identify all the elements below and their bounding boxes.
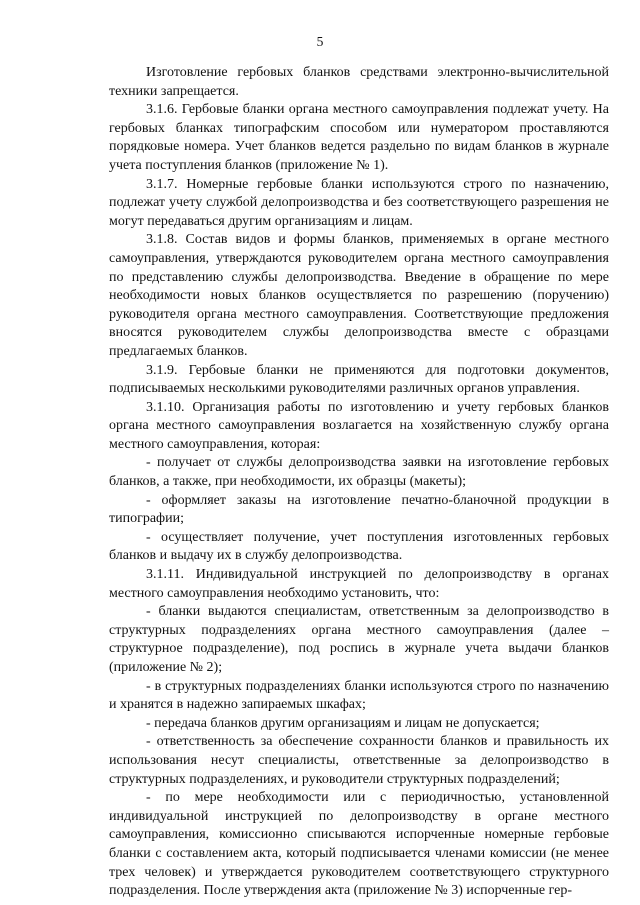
paragraph: 3.1.6. Гербовые бланки органа местного самоуправления подлежат учету. На гербовых бланках типографским способом или нумератором проставляются порядковые номера. Учет бланков ведется раздельно по видам бланков в журнале учета поступления бланков (приложение № 1). — [109, 102, 609, 173]
list-item: - в структурных подразделениях бланки используются строго по назначению и хранятся в надежно запираемых шкафах; — [109, 678, 609, 713]
document-body — [109, 64, 609, 901]
paragraph: Изготовление гербовых бланков средствами электронно-вычислительной техники запрещается. — [109, 65, 609, 99]
list-item: - получает от службы делопроизводства заявки на изготовление гербовых бланков, а также, при необходимости, их образцы (макеты); — [109, 455, 609, 490]
list-item: - ответственность за обеспечение сохранности бланков и правильность их использования несут специалисты, ответственные за делопроизводство в структурных подразделениях, и руководители структурных подразделений; — [109, 734, 609, 787]
paragraph: 3.1.11. Индивидуальной инструкцией по делопроизводству в органах местного самоуправления необходимо установить, что: — [109, 567, 609, 601]
paragraph: 3.1.9. Гербовые бланки не применяются для подготовки документов, подписываемых несколькими руководителями различных органов управления. — [109, 362, 609, 397]
paragraph: 3.1.8. Состав видов и формы бланков, применяемых в органе местного самоуправления, утверждаются руководителем органа местного самоуправления по представлению службы делопроизводства. Введение в обращение по мере необходимости новых бланков осуществляется по разрешению (поручению) руководителя органа местного самоуправления. Соответствующие предложения вносятся руководителем службы делопроизводства вместе с образцами предлагаемых бланков. — [109, 232, 609, 359]
paragraph: 3.1.10. Организация работы по изготовлению и учету гербовых бланков органа местного самоуправления возлагается на хозяйственную службу органа местного самоуправления, которая: — [109, 399, 609, 452]
paragraph: 3.1.7. Номерные гербовые бланки используются строго по назначению, подлежат учету службой делопроизводства и без соответствующего разрешения не могут передаваться другим организациям и лицам. — [109, 176, 609, 229]
list-item: - по мере необходимости или с периодичностью, установленной индивидуальной инструкцией по делопроизводству в органе местного самоуправления, комиссионно списываются испорченные номерные гербовые бланки с составлением акта, который подписывается членами комиссии (не менее трех человек) и утверждается руководителем соответствующего структурного подразделения. После утверждения акта (приложение № 3) испорченные гер- — [109, 790, 609, 899]
list-item: - осуществляет получение, учет поступления изготовленных гербовых бланков и выдачу их в службу делопроизводства. — [109, 529, 609, 564]
page-number: 5 — [316, 34, 324, 49]
list-item: - оформляет заказы на изготовление печатно-бланочной продукции в типографии; — [109, 492, 609, 527]
list-item: - бланки выдаются специалистам, ответственным за делопроизводство в структурных подразделениях органа местного самоуправления (далее – структурное подразделение), под роспись в журнале учета выдачи бланков (приложение № 2); — [109, 604, 609, 675]
list-item: - передача бланков другим организациям и лицам не допускается; — [146, 715, 540, 731]
